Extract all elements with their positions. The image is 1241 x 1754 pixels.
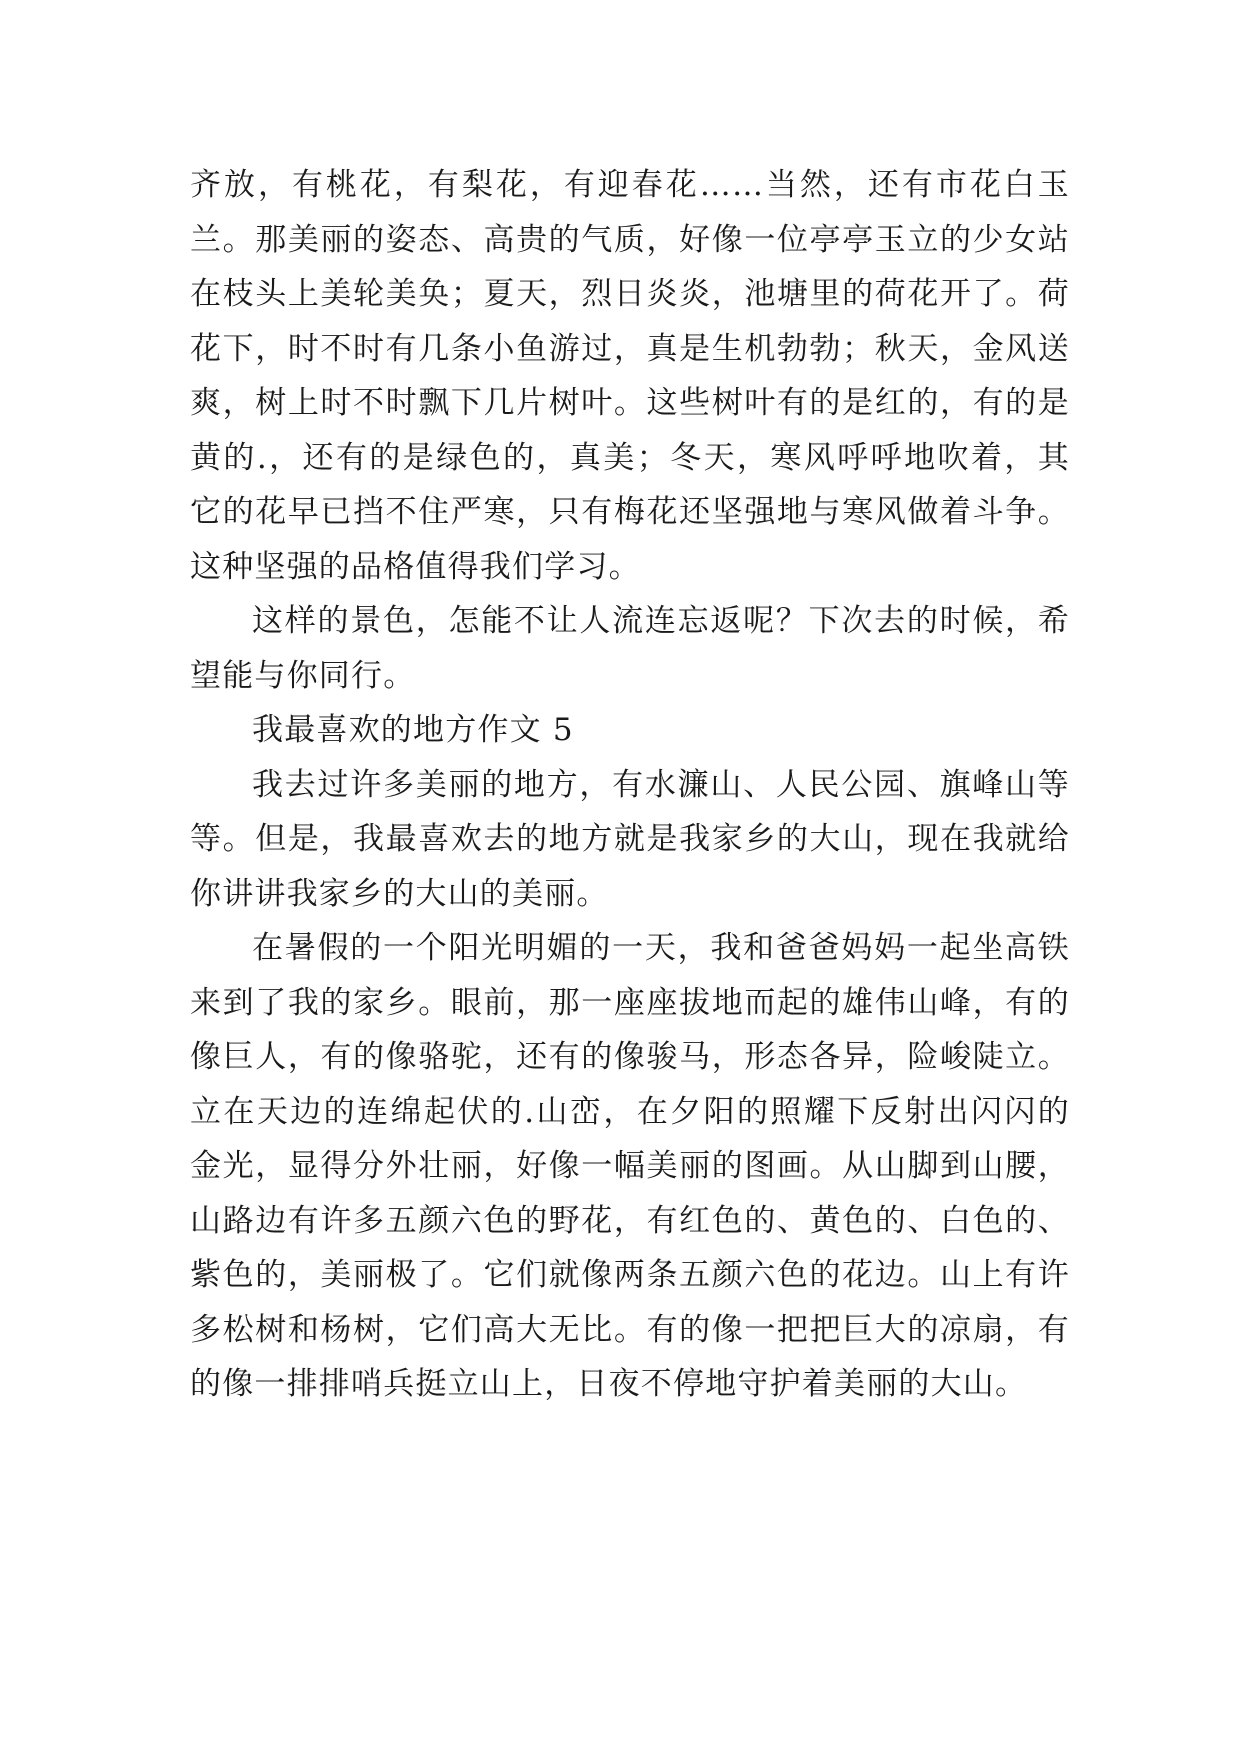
paragraph-closing: 这样的景色，怎能不让人流连忘返呢？下次去的时候，希望能与你同行。 <box>190 603 1070 694</box>
essay-title: 我最喜欢的地方作文 5 <box>252 712 574 748</box>
document-body <box>190 158 1070 1412</box>
paragraph-intro: 我去过许多美丽的地方，有水濂山、人民公园、旗峰山等等。但是，我最喜欢去的地方就是我家乡的大山，现在我就给你讲讲我家乡的大山的美丽。 <box>190 766 1070 912</box>
paragraph-mountains: 在暑假的一个阳光明媚的一天，我和爸爸妈妈一起坐高铁来到了我的家乡。眼前，那一座座拔地而起的雄伟山峰，有的像巨人，有的像骆驼，还有的像骏马，形态各异，险峻陡立。立在天边的连绵起伏的.山峦，在夕阳的照耀下反射出闪闪的金光，显得分外壮丽，好像一幅美丽的图画。从山脚到山腰，山路边有许多五颜六色的野花，有红色的、黄色的、白色的、紫色的，美丽极了。它们就像两条五颜六色的花边。山上有许多松树和杨树，它们高大无比。有的像一把把巨大的凉扇，有的像一排排哨兵挺立山上，日夜不停地守护着美丽的大山。 <box>190 930 1070 1402</box>
paragraph-seasons: 齐放，有桃花，有梨花，有迎春花……当然，还有市花白玉兰。那美丽的姿态、高贵的气质，好像一位亭亭玉立的少女站在枝头上美轮美奂；夏天，烈日炎炎，池塘里的荷花开了。荷花下，时不时有几条小鱼游过，真是生机勃勃；秋天，金风送爽，树上时不时飘下几片树叶。这些树叶有的是红的，有的是黄的.，还有的是绿色的，真美；冬天，寒风呼呼地吹着，其它的花早已挡不住严寒，只有梅花还坚强地与寒风做着斗争。这种坚强的品格值得我们学习。 <box>190 167 1070 585</box>
